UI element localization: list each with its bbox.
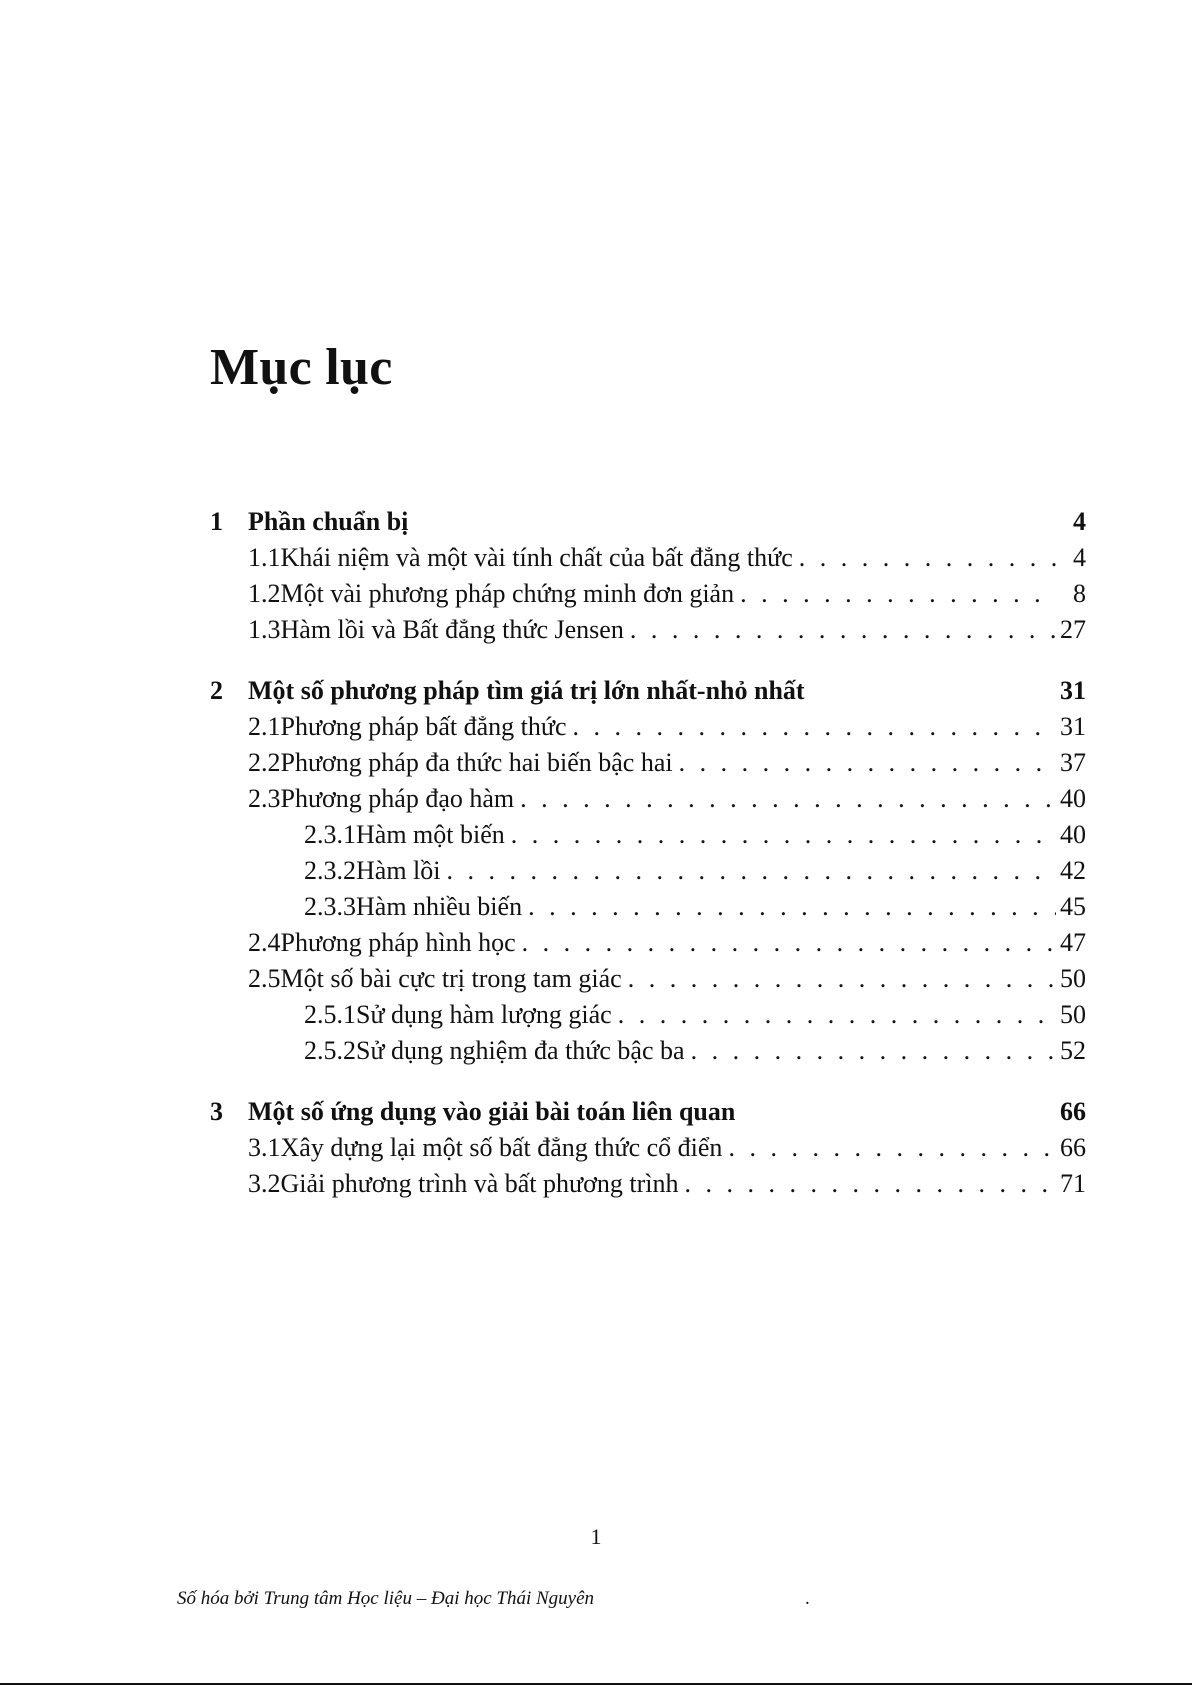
toc-dot-leader (684, 1166, 1056, 1202)
toc-entry-number: 1.2 (248, 579, 281, 608)
toc-dot-leader (520, 781, 1056, 817)
toc-section[interactable] (210, 925, 1086, 961)
toc-dot-leader (511, 817, 1056, 853)
toc-entry-number: 2.2 (248, 748, 281, 777)
toc-entry-title: Một số phương pháp tìm giá trị lớn nhất-nhỏ nhất (248, 676, 805, 705)
toc-subsection[interactable] (210, 817, 1086, 853)
toc-section[interactable] (210, 1166, 1086, 1202)
toc-entry-page: 52 (1060, 1036, 1086, 1065)
toc-entry-page: 4 (1073, 507, 1086, 536)
toc-section[interactable] (210, 576, 1086, 612)
toc-entry-page: 4 (1073, 543, 1086, 572)
toc-entry-title: Hàm nhiều biến (356, 892, 523, 921)
toc-dot-leader (740, 576, 1056, 612)
toc-section[interactable] (210, 709, 1086, 745)
toc-entry-page: 31 (1060, 676, 1086, 705)
toc-dot-leader (679, 745, 1056, 781)
toc-entry-title: Xây dựng lại một số bất đẳng thức cổ điển (280, 1133, 723, 1162)
toc-dot-leader (528, 889, 1056, 925)
toc-entry-number: 2.1 (248, 712, 281, 741)
toc-entry-page: 27 (1060, 615, 1086, 644)
toc-entry-page: 47 (1060, 928, 1086, 957)
toc-chapter[interactable] (210, 504, 1086, 540)
toc-dot-leader (573, 709, 1057, 745)
page-number: 1 (590, 1524, 602, 1549)
toc-dot-leader (630, 612, 1056, 648)
toc-entry-page: 8 (1073, 579, 1086, 608)
toc-entry-number: 2.5 (248, 964, 281, 993)
toc-entry-number: 2.3 (248, 784, 281, 813)
toc-dot-leader (728, 1130, 1056, 1166)
toc-entry-page: 50 (1060, 964, 1086, 993)
toc-entry-title: Một vài phương pháp chứng minh đơn giản (280, 579, 735, 608)
toc-subsection[interactable] (210, 853, 1086, 889)
toc-entry-number: 2.3.1 (304, 820, 356, 849)
toc-subsection[interactable] (210, 889, 1086, 925)
toc-entry-title: Giải phương trình và bất phương trình (280, 1169, 679, 1198)
toc-entry-title: Sử dụng hàm lượng giác (356, 1000, 612, 1029)
toc-entry-number: 2 (210, 676, 223, 705)
toc-subsection[interactable] (210, 997, 1086, 1033)
toc-entry-title: Phương pháp đạo hàm (280, 784, 515, 813)
toc-section[interactable] (210, 1130, 1086, 1166)
toc-entry-page: 71 (1060, 1169, 1086, 1198)
toc-dot-leader (799, 540, 1056, 576)
footer-mark: . (805, 1588, 810, 1609)
toc-entry-title: Một số ứng dụng vào giải bài toán liên quan (248, 1097, 736, 1126)
toc-entry-number: 3.1 (248, 1133, 281, 1162)
toc-entry-page: 40 (1060, 820, 1086, 849)
toc-dot-leader (522, 925, 1056, 961)
toc-entry-page: 37 (1060, 748, 1086, 777)
toc-section[interactable] (210, 781, 1086, 817)
toc-entry-page: 42 (1060, 856, 1086, 885)
footer-credit: Số hóa bởi Trung tâm Học liệu – Đại học Thái Nguyên (177, 1588, 595, 1609)
toc-entry-number: 1 (210, 507, 223, 536)
toc-dot-leader (618, 997, 1056, 1033)
toc-entry-title: Một số bài cực trị trong tam giác (280, 964, 622, 993)
toc-entry-title: Hàm lồi (356, 856, 441, 885)
toc-subsection[interactable] (210, 1033, 1086, 1069)
toc-entry-title: Sử dụng nghiệm đa thức bậc ba (356, 1036, 685, 1065)
toc-entry-title: Phương pháp đa thức hai biến bậc hai (280, 748, 673, 777)
toc-entry-title: Phương pháp bất đẳng thức (280, 712, 567, 741)
toc-entry-page: 50 (1060, 1000, 1086, 1029)
toc-section[interactable] (210, 961, 1086, 997)
toc-entry-number: 3 (210, 1097, 223, 1126)
toc-entry-page: 40 (1060, 784, 1086, 813)
toc-chapter[interactable] (210, 1094, 1086, 1130)
toc-section[interactable] (210, 612, 1086, 648)
page-title: Mục lục (210, 339, 393, 396)
toc-entry-number: 1.1 (248, 543, 281, 572)
toc-entry-title: Hàm một biến (356, 820, 505, 849)
toc-dot-leader (628, 961, 1056, 997)
toc-entry-number: 2.3.3 (304, 892, 356, 921)
toc-entry-page: 45 (1060, 892, 1086, 921)
toc-entry-number: 2.5.2 (304, 1036, 356, 1065)
table-of-contents (210, 504, 1086, 1202)
toc-entry-number: 2.5.1 (304, 1000, 356, 1029)
toc-entry-page: 66 (1060, 1097, 1086, 1126)
toc-entry-title: Phương pháp hình học (280, 928, 516, 957)
toc-entry-page: 31 (1060, 712, 1086, 741)
toc-entry-page: 66 (1060, 1133, 1086, 1162)
toc-entry-number: 3.2 (248, 1169, 281, 1198)
toc-entry-number: 1.3 (248, 615, 281, 644)
toc-dot-leader (447, 853, 1057, 889)
toc-entry-number: 2.4 (248, 928, 281, 957)
toc-entry-number: 2.3.2 (304, 856, 356, 885)
toc-section[interactable] (210, 540, 1086, 576)
toc-chapter[interactable] (210, 673, 1086, 709)
toc-entry-title: Phần chuẩn bị (248, 507, 409, 536)
toc-entry-title: Khái niệm và một vài tính chất của bất đẳng thức (280, 543, 793, 572)
toc-section[interactable] (210, 745, 1086, 781)
toc-entry-title: Hàm lồi và Bất đẳng thức Jensen (280, 615, 624, 644)
toc-dot-leader (691, 1033, 1056, 1069)
